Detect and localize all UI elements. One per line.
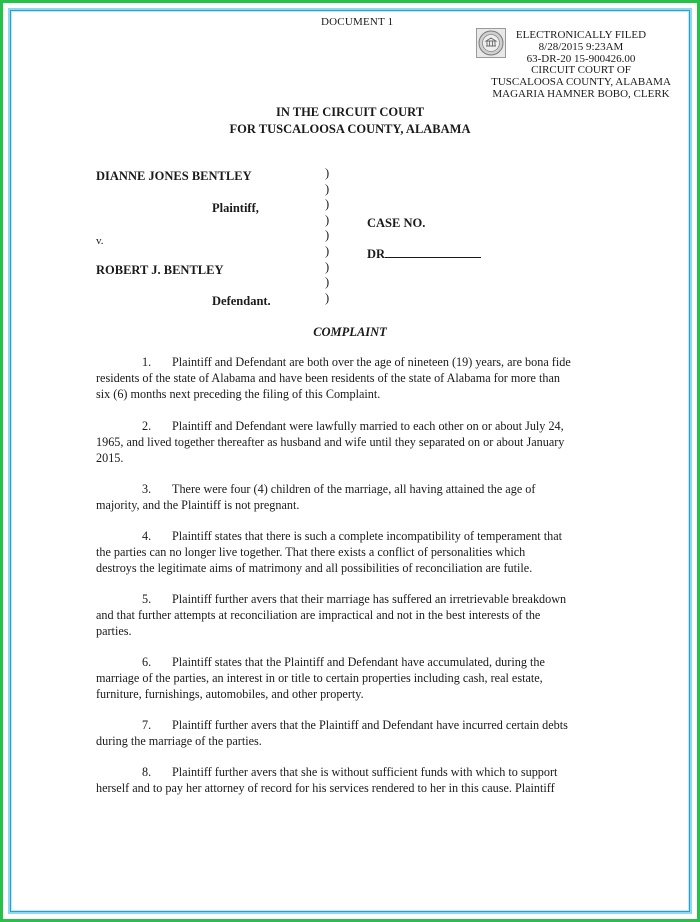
paragraph-line: 2015. — [96, 451, 124, 466]
complaint-paragraph — [96, 717, 598, 749]
court-county-heading: FOR TUSCALOOSA COUNTY, ALABAMA — [229, 122, 471, 136]
electronic-filing-stamp — [486, 30, 676, 101]
paragraph-line: six (6) months next preceding the filing of this Complaint. — [96, 387, 381, 402]
paragraph-line: 6. Plaintiff states that the Plaintiff and Defendant have accumulated, during the — [142, 655, 545, 669]
dr-label: DR — [367, 247, 386, 261]
caption-paren: ) — [325, 166, 330, 180]
complaint-paragraph — [96, 591, 598, 640]
paragraph-number: 1. — [142, 355, 152, 369]
complaint-paragraph — [96, 654, 598, 703]
paragraph-line: the parties can no longer live together. That there exists a conflict of personalities which — [96, 545, 526, 560]
filed-stamp-line: CIRCUIT COURT OF — [531, 64, 631, 77]
paragraph-line: 1965, and lived together thereafter as husband and wife until they separated on or about January — [96, 435, 565, 450]
paragraph-number: 7. — [142, 718, 152, 732]
paragraph-line: 7. Plaintiff further avers that the Plaintiff and Defendant have incurred certain debts — [142, 718, 568, 732]
paragraph-number: 3. — [142, 482, 152, 496]
caption-paren: ) — [325, 259, 330, 274]
caption-parentheses — [325, 166, 337, 306]
caption-paren: ) — [325, 212, 330, 227]
court-heading: IN THE CIRCUIT COURT — [275, 105, 425, 119]
complaint-paragraph — [96, 764, 598, 796]
document-label: DOCUMENT 1 — [321, 16, 394, 28]
complaint-paragraph — [96, 528, 598, 577]
filed-stamp-line: TUSCALOOSA COUNTY, ALABAMA — [491, 76, 671, 89]
dr-number-field — [367, 246, 481, 263]
paragraph-line: marriage of the parties, an interest in or title to certain properties including cash, real estate, — [96, 671, 543, 686]
caption-paren: ) — [325, 275, 330, 290]
case-number-label: CASE NO. — [367, 216, 426, 230]
paragraph-line: 3. There were four (4) children of the marriage, all having attained the age of — [142, 482, 536, 496]
paragraph-number: 8. — [142, 765, 152, 779]
paragraph-number: 5. — [142, 592, 152, 606]
paragraph-line: 8. Plaintiff further avers that she is without sufficient funds with which to support — [142, 765, 558, 779]
caption-paren: ) — [325, 243, 330, 258]
paragraph-line: and that further attempts at reconciliation are impractical and not in the best interests of the — [96, 608, 541, 623]
paragraph-line: 5. Plaintiff further avers that their marriage has suffered an irretrievable breakdown — [142, 592, 567, 606]
paragraph-line: 2. Plaintiff and Defendant were lawfully married to each other on or about July 24, — [142, 419, 564, 433]
paragraph-line: parties. — [96, 624, 132, 639]
paragraph-line: 1. Plaintiff and Defendant are both over the age of nineteen (19) years, are bona fide — [142, 355, 571, 369]
caption-paren: ) — [325, 181, 330, 196]
plaintiff-role: Plaintiff, — [212, 201, 259, 215]
defendant-role: Defendant. — [212, 294, 271, 308]
paragraph-line: furniture, furnishings, automobiles, and other property. — [96, 687, 364, 702]
filed-stamp-line: MAGARIA HAMNER BOBO, CLERK — [492, 87, 670, 100]
paragraph-line: residents of the state of Alabama and have been residents of the state of Alabama for more than — [96, 371, 560, 386]
complaint-paragraph — [96, 418, 598, 467]
dr-blank-line — [385, 247, 481, 258]
filed-stamp-line: ELECTRONICALLY FILED — [515, 29, 647, 41]
complaint-title: COMPLAINT — [313, 325, 387, 339]
filed-stamp-line: 8/28/2015 9:23AM — [538, 40, 624, 53]
paragraph-line: during the marriage of the parties. — [96, 734, 262, 749]
paragraph-line: destroys the legitimate aims of matrimony and all possibilities of reconciliation are futile. — [96, 561, 533, 576]
paragraph-line: 4. Plaintiff states that there is such a complete incompatibility of temperament that — [142, 529, 563, 543]
paragraph-number: 6. — [142, 655, 152, 669]
filed-stamp-line: 63-DR-20 15-900426.00 — [526, 52, 636, 65]
plaintiff-name: DIANNE JONES BENTLEY — [96, 169, 252, 183]
paragraph-number: 4. — [142, 529, 152, 543]
caption-paren: ) — [325, 228, 330, 243]
complaint-paragraph — [96, 481, 598, 513]
versus-label: v. — [96, 235, 104, 247]
complaint-paragraph — [96, 354, 598, 403]
paragraph-number: 2. — [142, 419, 152, 433]
paragraph-line: herself and to pay her attorney of record for his services rendered to her in this cause. Plaintiff — [96, 781, 555, 796]
caption-paren: ) — [325, 197, 330, 212]
paragraph-line: majority, and the Plaintiff is not pregnant. — [96, 498, 300, 513]
caption-paren: ) — [325, 290, 330, 305]
defendant-name: ROBERT J. BENTLEY — [96, 263, 224, 277]
